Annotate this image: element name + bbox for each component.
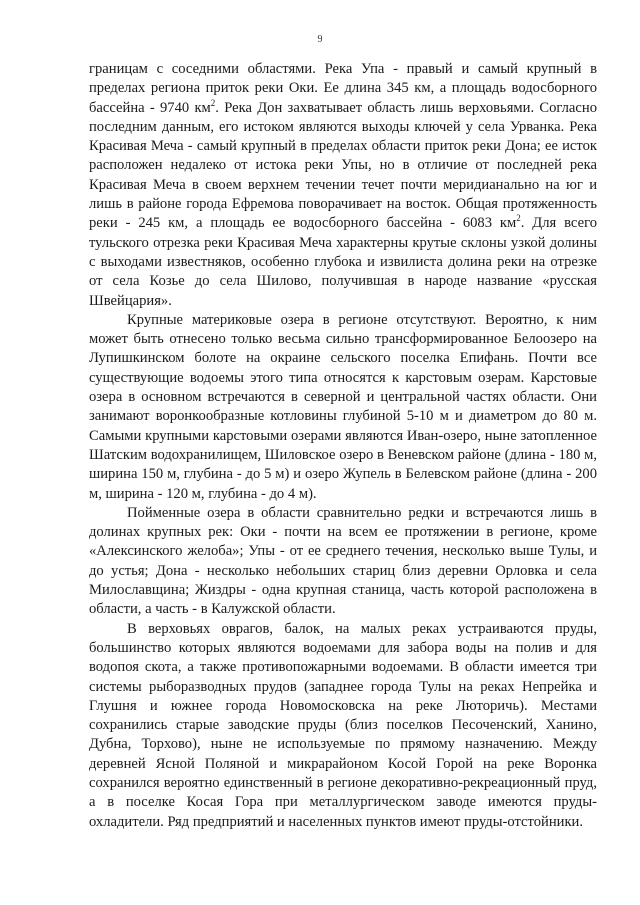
text-segment: Пойменные озера в области сравнительно редки и встречаются лишь в долинах крупных рек: Оки - почти на всем ее протяжении в регионе, кроме «Алексинского желоба»; Упы - от ее среднего течения, несколько выше Тулы, и до устья; Дона - несколько небольших стариц близ деревни Орловка и села Милославщина; Жиздры - одна крупная станица, часть которой расположена в области, а часть - в Калужской области. [89, 504, 597, 618]
text-segment: границам с соседними областями. Река Упа - правый и самый крупный в пределах региона приток реки Оки. Ее длина 345 км, а площадь водосборного бассейна - 9740 км [89, 61, 597, 116]
text-segment: В верховьях оврагов, балок, на малых реках устраиваются пруды, большинство которых являются водоемами для забора воды на полив и для водопоя скота, а также противопожарными водоемами. В области имеется три системы рыборазводных прудов (западнее города Тулы на реках Непрейка и Глушня и южнее города Новомосковска на реке Лютоpичь). Местами сохранились старые заводские пруды (близ поселков Песоченский, Ханино, Дубна, Торхово), ныне не используемые по прямому назначению. Между деревней Ясной Поляной и микрарайоном Косой Горой на реке Воронка сохранился вероятно единственный в регионе декоративно-рекреационный пруд, а в поселке Косая Гора при металлургическом заводе имеются пруды-охладители. Ряд предприятий и населенных пунктов имеют пруды-отстойники. [89, 620, 597, 830]
superscript: 2 [210, 97, 216, 108]
text-segment: . Для всего тульского отрезка реки Красивая Меча характерны крутые склоны узкой долины с выходами известняков, особенно глубока и извилиста долина реки на отрезке от села Козье до села Шилово, получившая в народе название «русская Швейцария». [89, 215, 597, 309]
document-body [89, 60, 597, 832]
paragraph-floodplain-lakes [89, 504, 597, 620]
paragraph-rivers [89, 60, 597, 311]
paragraph-lakes [89, 311, 597, 504]
paragraph-ponds [89, 620, 597, 832]
page-number: 9 [317, 34, 323, 45]
superscript: 2 [516, 213, 521, 224]
text-segment: . Река Дон захватывает область лишь верховьями. Согласно последним данным, его истоком являются выходы ключей у села Урванка. Река Красивая Меча - самый крупный в пределах области приток реки Дона; ее исток расположен недалеко от истока реки Упы, но в отличие от последней река Красивая Меча в своем верхнем течении течет почти меридианально на юг и лишь в районе города Ефремова поворачивает на восток. Общая протяженность реки - 245 км, а площадь ее водосборного бассейна - 6083 км [89, 99, 597, 232]
text-segment: Крупные материковые озера в регионе отсутствуют. Вероятно, к ним может быть отнесено только весьма сильно трансформированное Белоозеро на Лупишкинском болоте на окраине сельского поселка Епифань. Почти все существующие водоемы этого типа относятся к карстовым озерам. Карстовые озера в основном встречаются в северной и центральной частях области. Они занимают воронкообразные котловины глубиной 5-10 м и диаметром до 80 м. Самыми крупными карстовыми озерами являются Иван-озеро, ныне затопленное Шатским водохранилищем, Шиловское озеро в Веневском районе (длина - 180 м, ширина 150 м, глубина - до 5 м) и озеро Жупель в Белевском районе (длина - 200 м, ширина - 120 м, глубина - до 4 м). [89, 311, 597, 502]
